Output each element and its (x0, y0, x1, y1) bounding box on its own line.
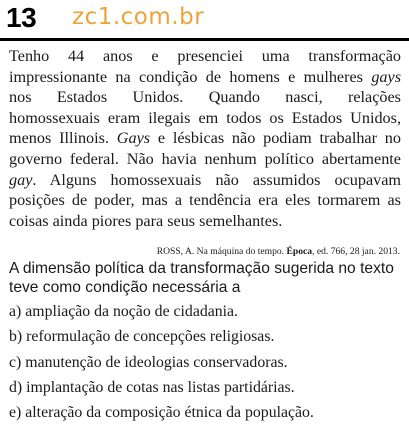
option-d[interactable] (9, 378, 404, 403)
passage-line: posições de poder, mas a tendência era eles tormarem as (9, 191, 401, 210)
source-citation: ROSS, A. Na máquina do tempo. Época, ed. 766, 28 jan. 2013. (156, 246, 400, 257)
option-letter: e) (9, 404, 22, 422)
italic-term: gay (9, 170, 33, 189)
option-letter: b) (9, 328, 23, 346)
passage-line: menos Illinois. Gays e lésbicas não podiam trabalhar no (9, 129, 401, 148)
option-letter: a) (9, 303, 22, 320)
passage-line: Tenho 44 anos e presenciei uma transformação (9, 47, 401, 65)
site-watermark: zc1.com.br (72, 4, 205, 30)
italic-term: gays (371, 67, 401, 86)
option-text: ampliação da noção de cidadania. (25, 303, 238, 320)
option-b[interactable] (9, 327, 404, 352)
option-a[interactable] (9, 302, 404, 327)
answer-options (9, 302, 404, 428)
passage-line: governo federal. Não havia nenhum político abertamente (9, 149, 401, 168)
option-text: manutenção de ideologias conservadoras. (25, 353, 288, 371)
question-line: A dimensão política da transformação sugerida no texto (9, 260, 394, 277)
passage-line: gay. Alguns homossexuais não assumidos ocupavam (9, 170, 401, 189)
passage-text (9, 46, 401, 231)
option-c[interactable] (9, 353, 404, 378)
option-letter: c) (9, 353, 22, 371)
option-text: alteração da composição étnica da população. (25, 404, 314, 422)
passage-line: nos Estados Unidos. Quando nasci, relações (9, 88, 401, 107)
publication-title: Época (286, 246, 313, 257)
passage-line: impressionante na condição de homens e mulheres gays (9, 67, 401, 86)
option-text: reformulação de concepções religiosas. (26, 328, 275, 346)
passage-line: coisas ainda piores para seus semelhantes. (9, 211, 283, 230)
header-divider (0, 38, 409, 41)
option-letter: d) (9, 378, 23, 396)
question-line: teve como condição necessária a (9, 279, 241, 296)
question-prompt (9, 259, 404, 297)
question-number: 13 (6, 2, 37, 33)
italic-term: Gays (116, 129, 151, 148)
option-text: implantação de cotas nas listas partidárias. (26, 378, 295, 396)
option-e[interactable] (9, 403, 404, 428)
passage-line: homossexuais eram ilegais em todos os Estados Unidos, (9, 108, 401, 127)
